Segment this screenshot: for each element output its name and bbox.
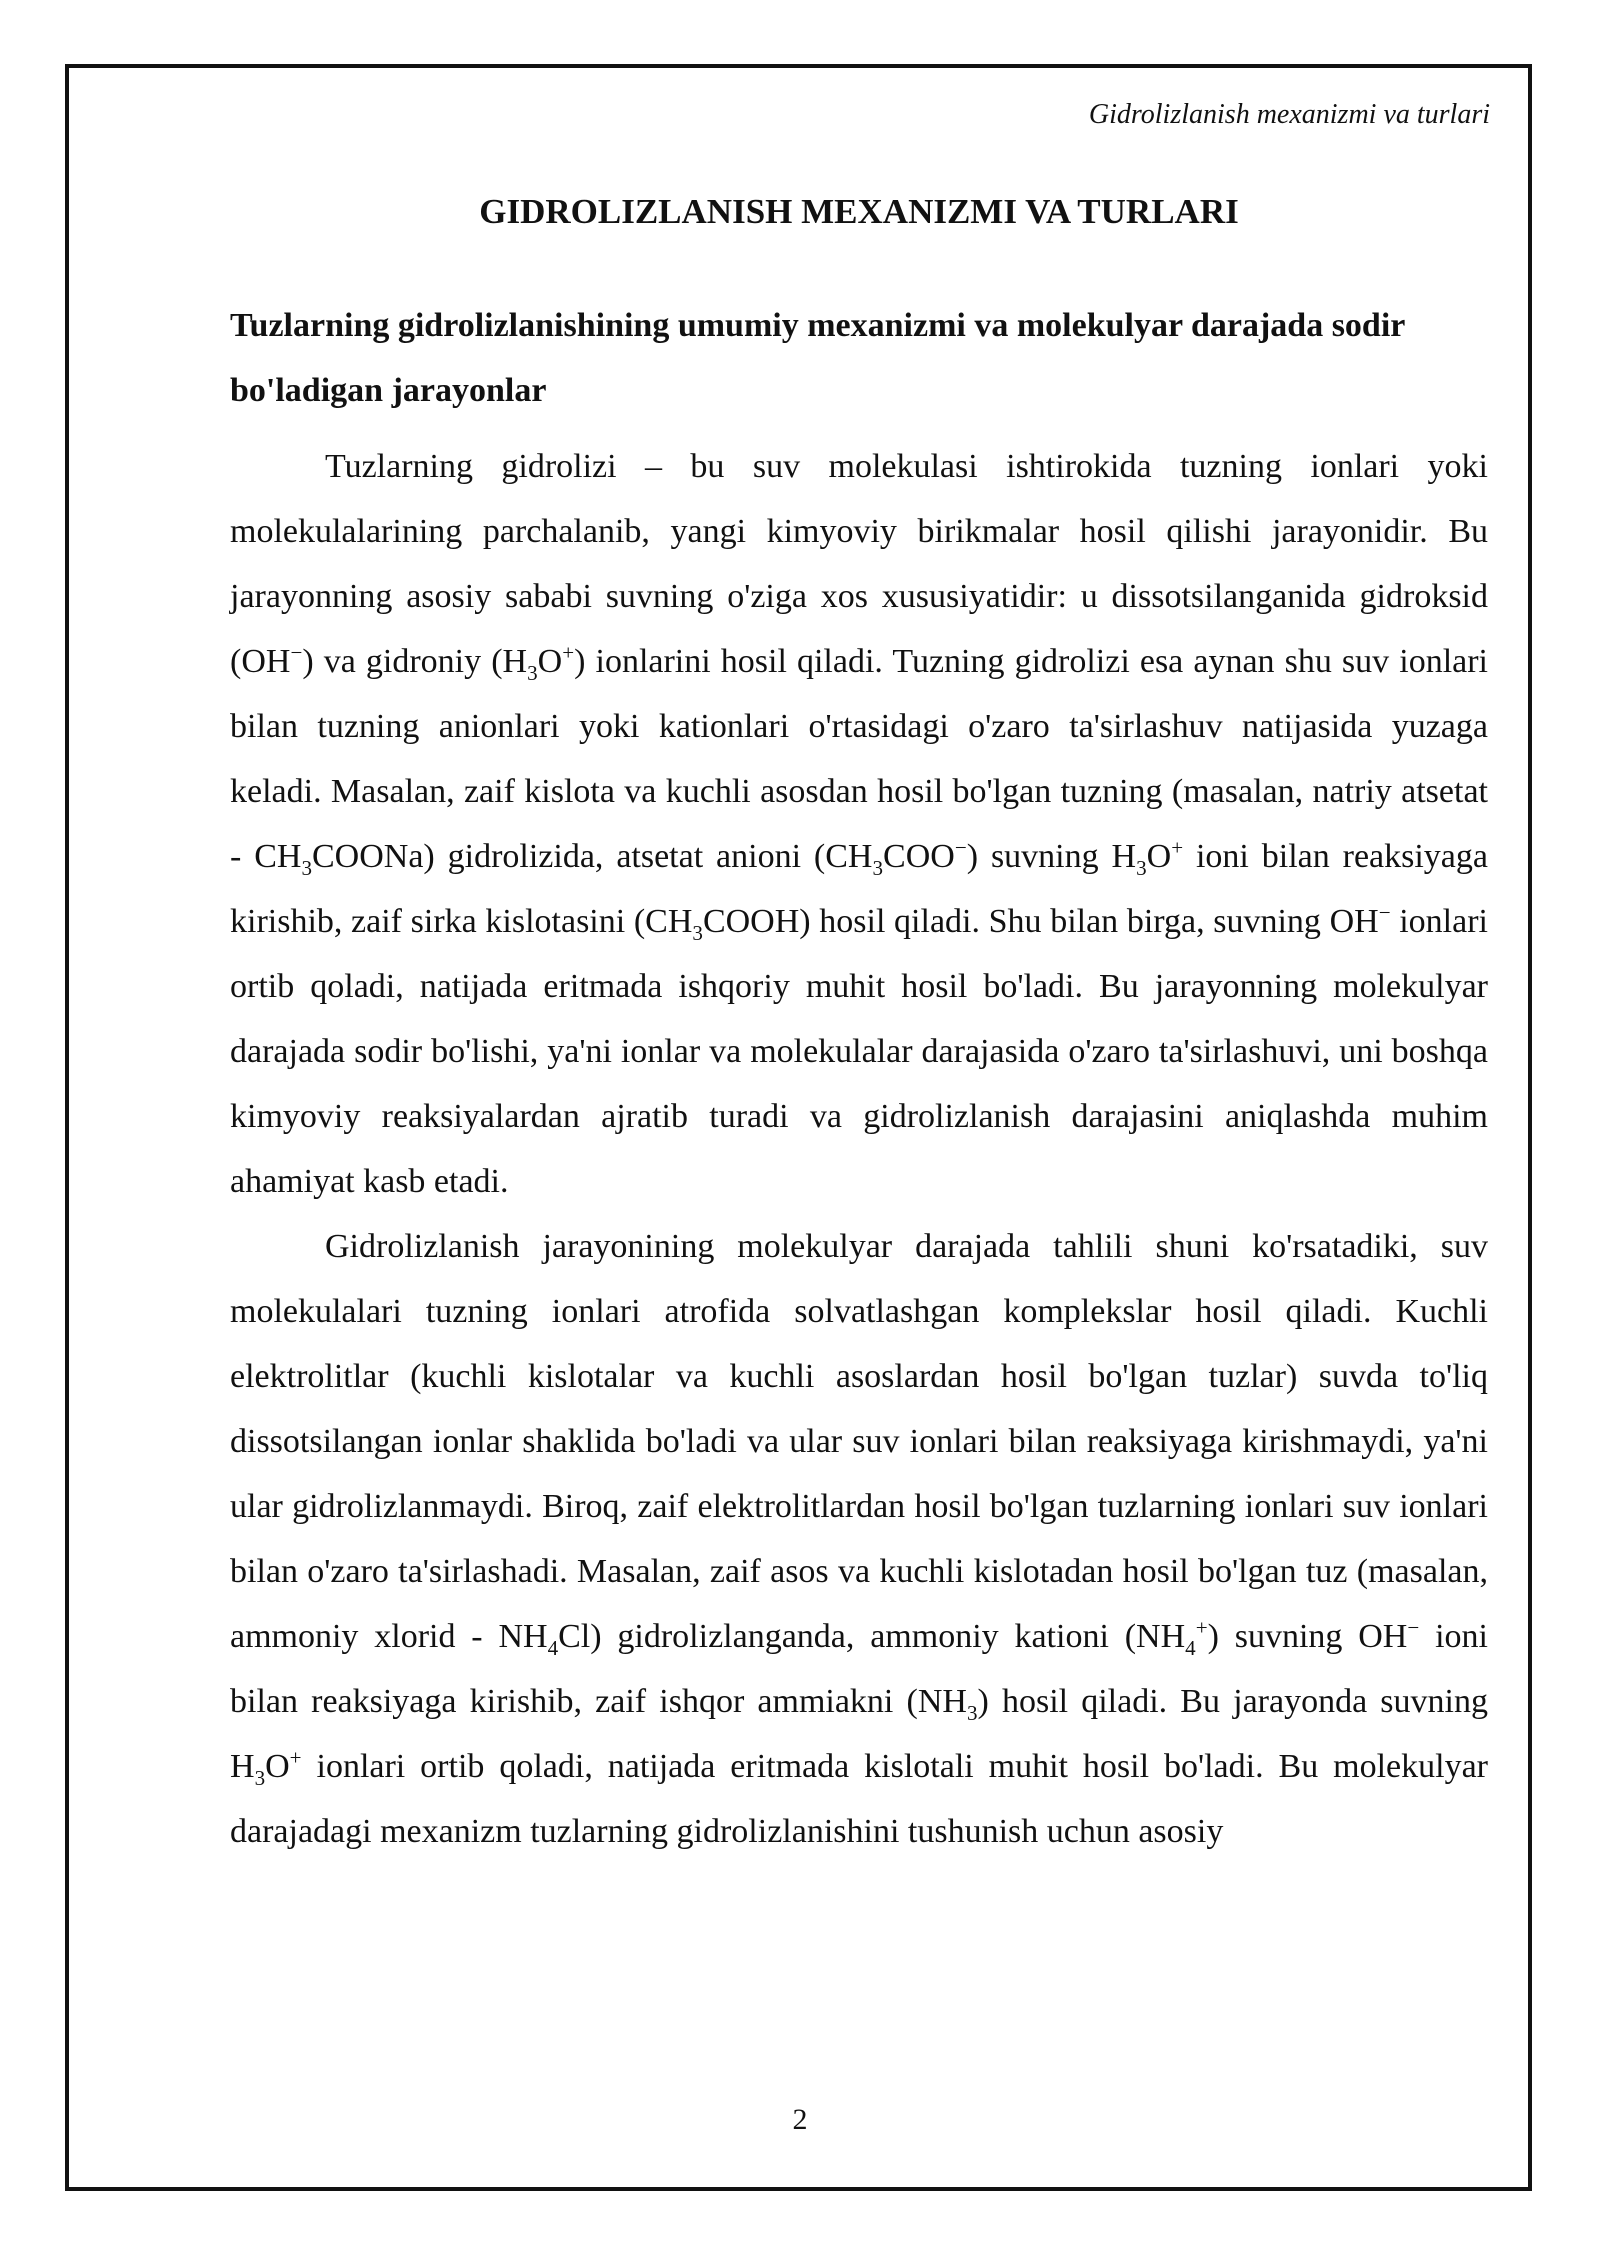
subscript: 3 <box>254 1765 266 1790</box>
superscript: − <box>1407 1615 1420 1640</box>
subscript: 3 <box>692 920 703 945</box>
superscript: + <box>289 1745 302 1770</box>
superscript: + <box>562 640 575 665</box>
superscript: + <box>1195 1615 1208 1640</box>
subscript: 3 <box>966 1700 978 1725</box>
subscript: 3 <box>1136 855 1147 880</box>
page-number: 2 <box>792 2103 808 2136</box>
subscript: 3 <box>527 660 538 685</box>
page-title: GIDROLIZLANISH MEXANIZMI VA TURLARI <box>479 192 1239 231</box>
superscript: − <box>1378 900 1391 925</box>
paragraph-1: Tuzlarning gidrolizi – bu suv molekulasi ishtirokida tuzning ionlari yoki molekulalarining parchalanib, yangi kimyoviy birikmalar hosil qilishi jarayonidir. Bu jarayonning asosiy sababi suvning o'ziga xos xususiyatidir: u dissotsilanganida gidroksid (OH−) va gidroniy $(H_3O^+)$ ionlarini hosil qiladi. Tuzning gidrolizi esa aynan shu suv ionlari bilan tuzning anionlari yoki kationlari o'rtasidagi o'zaro ta'sirlashuv natijasida yuzaga keladi. Masalan, zaif kislota va kuchli asosdan hosil bo'lgan tuzning (masalan, natriy atsetat - $CH_3COONa$) gidrolizida, atsetat anioni $(CH_3COO^-)$ suvning $H_3O^+$ ioni bilan reaksiyaga kirishib, zaif sirka kislotasini $(CH_3COOH)$ hosil qiladi. Shu bilan birga, suvning OH− ionlari ortib qoladi, natijada eritmada ishqoriy muhit hosil bo'ladi. Bu jarayonning molekulyar darajada sodir bo'lishi, ya'ni ionlar va molekulalar darajasida o'zaro ta'sirlashuvi, uni boshqa kimyoviy reaksiyalardan ajratib turadi va gidrolizlanish darajasini aniqlashda muhim ahamiyat kasb etadi. <box>230 448 1489 1200</box>
superscript: − <box>290 640 303 665</box>
superscript: − <box>954 835 967 860</box>
section-heading: Tuzlarning gidrolizlanishining umumiy mexanizmi va molekulyar darajada sodir bo'ladigan jarayonlar <box>230 307 1405 409</box>
subscript: 3 <box>301 855 312 880</box>
subscript: 3 <box>872 855 884 880</box>
subscript: 4 <box>1185 1635 1196 1660</box>
subscript: 4 <box>547 1635 559 1660</box>
running-header: Gidrolizlanish mexanizmi va turlari <box>1088 99 1490 130</box>
body-text <box>230 434 1488 1864</box>
superscript: + <box>1171 835 1184 860</box>
paragraph-2: Gidrolizlanish jarayonining molekulyar darajada tahlili shuni ko'rsatadiki, suv molekulalari tuzning ionlari atrofida solvatlashgan komplekslar hosil qiladi. Kuchli elektrolitlar (kuchli kislotalar va kuchli asoslardan hosil bo'lgan tuzlar) suvda to'liq dissotsilangan ionlar shaklida bo'ladi va ular suv ionlari bilan reaksiyaga kirishmaydi, ya'ni ular gidrolizlanmaydi. Biroq, zaif elektrolitlardan hosil bo'lgan tuzlarning ionlari suv ionlari bilan o'zaro ta'sirlashadi. Masalan, zaif asos va kuchli kislotadan hosil bo'lgan tuz (masalan, ammoniy xlorid - $NH_4Cl$) gidrolizlanganda, ammoniy kationi $(NH_4^+)$ suvning OH− ioni bilan reaksiyaga kirishib, zaif ishqor ammiakni $(NH_3)$ hosil qiladi. Bu jarayonda suvning $H_3O^+$ ionlari ortib qoladi, natijada eritmada kislotali muhit hosil bo'ladi. Bu molekulyar darajadagi mexanizm tuzlarning gidrolizlanishini tushunish uchun asosiy <box>230 1228 1488 1850</box>
